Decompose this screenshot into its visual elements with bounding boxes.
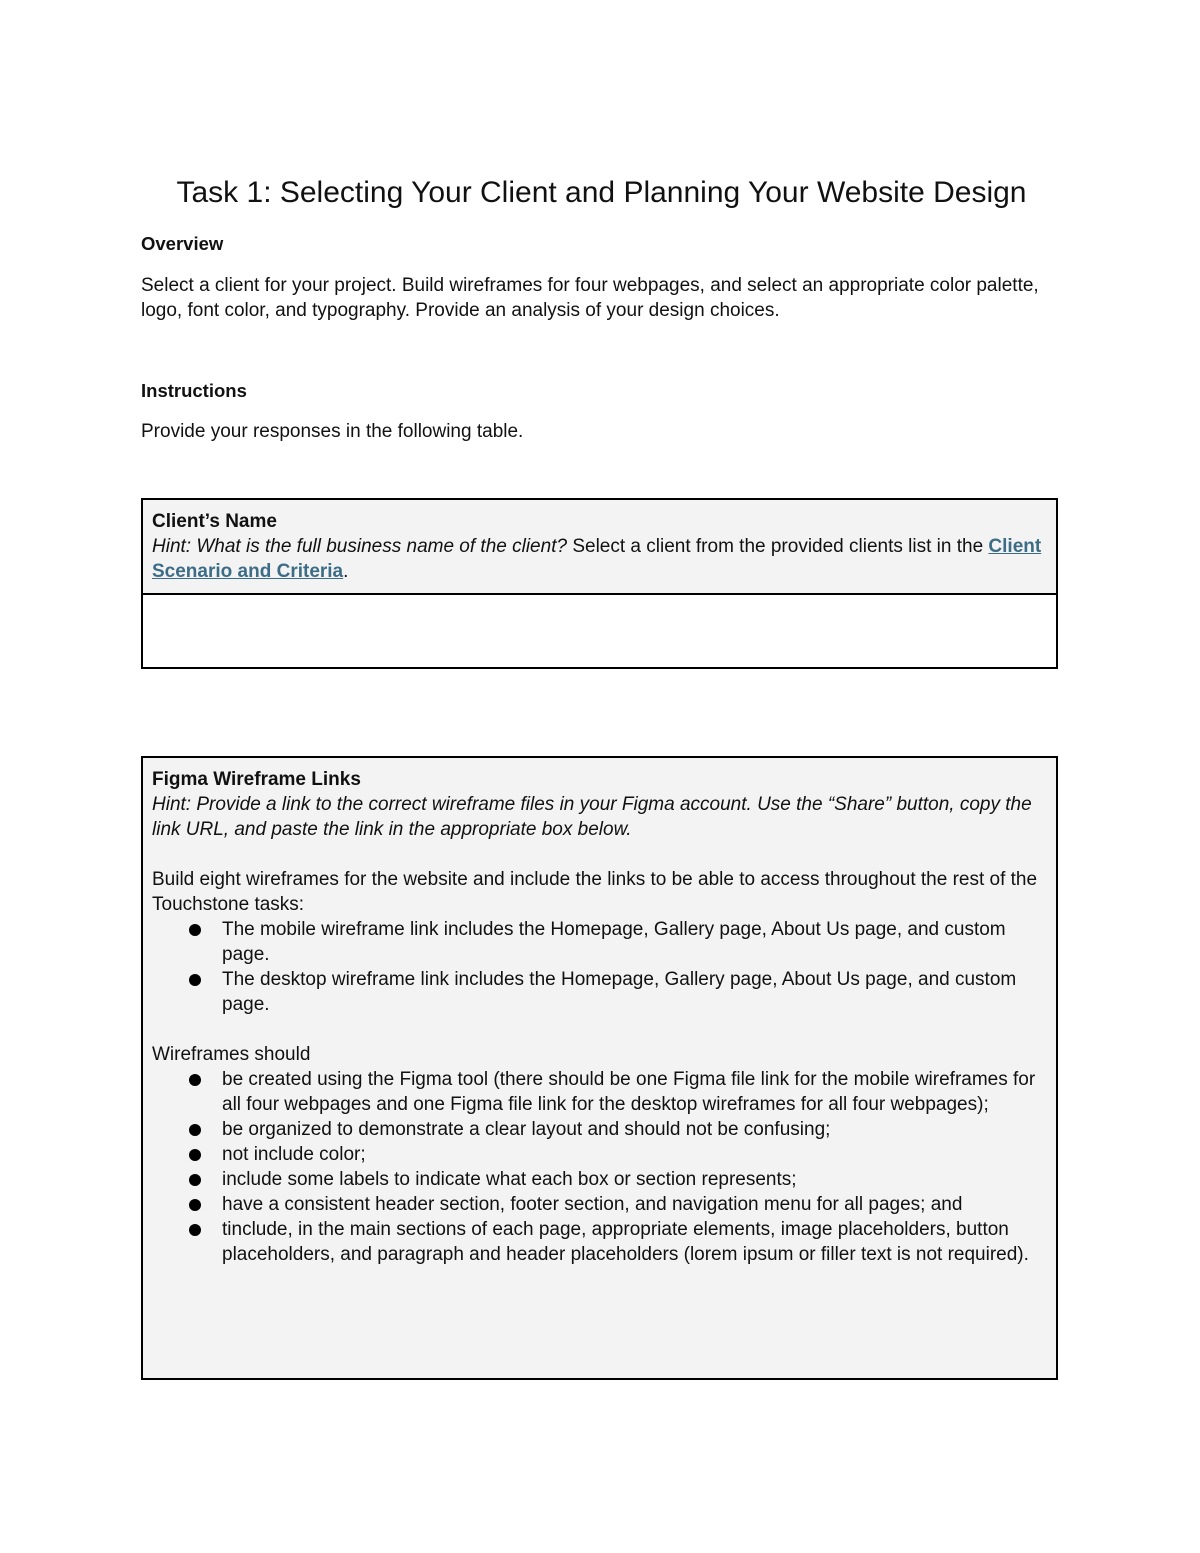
overview-text: Select a client for your project. Build wireframes for four webpages, and select an appropriate color palette, logo, font color, and typography. Provide an analysis of your design choices. <box>141 275 1039 321</box>
list-item: The desktop wireframe link includes the Homepage, Gallery page, About Us page, and custom page. <box>222 967 1047 1017</box>
client-name-hint-paragraph <box>152 534 1047 584</box>
client-name-answer-cell[interactable] <box>143 593 1056 667</box>
client-name-label: Client’s Name <box>152 511 277 532</box>
list-item: include some labels to indicate what each box or section represents; <box>222 1167 1047 1192</box>
figma-should-text: Wireframes should <box>152 1044 311 1065</box>
overview-heading: Overview <box>141 233 224 254</box>
list-item: be created using the Figma tool (there should be one Figma file link for the mobile wireframes for all four webpages and one Figma file link for the desktop wireframes for all four webpages); <box>222 1067 1047 1117</box>
instructions-heading: Instructions <box>141 380 247 401</box>
list-item: have a consistent header section, footer section, and navigation menu for all pages; and <box>222 1192 1047 1217</box>
figma-build-list <box>152 917 1047 1017</box>
figma-build-text: Build eight wireframes for the website and include the links to be able to access throughout the rest of the Touchstone tasks: <box>152 869 1038 915</box>
client-name-table <box>141 498 1058 669</box>
list-item: be organized to demonstrate a clear layout and should not be confusing; <box>222 1117 1047 1142</box>
client-name-hint-end: . <box>343 561 349 582</box>
instructions-text: Provide your responses in the following table. <box>141 421 524 442</box>
figma-links-label: Figma Wireframe Links <box>152 769 361 790</box>
page-title: Task 1: Selecting Your Client and Planning Your Website Design <box>176 176 1027 209</box>
figma-links-table <box>141 756 1058 1380</box>
client-name-header-cell <box>143 500 1056 593</box>
list-item: not include color; <box>222 1142 1047 1167</box>
client-scenario-link[interactable]: Client Scenario and Criteria <box>152 536 1042 582</box>
figma-links-hint: Hint: Provide a link to the correct wireframe files in your Figma account. Use the “Share” button, copy the link URL, and paste the link in the appropriate box below. <box>152 794 1032 840</box>
list-item: The mobile wireframe link includes the Homepage, Gallery page, About Us page, and custom page. <box>222 917 1047 967</box>
figma-should-list <box>152 1067 1047 1267</box>
figma-links-header-cell <box>143 758 1056 1267</box>
client-name-hint-text: Select a client from the provided clients list in the <box>567 536 989 557</box>
list-item: tinclude, in the main sections of each page, appropriate elements, image placeholders, button placeholders, and paragraph and header placeholders (lorem ipsum or filler text is not required). <box>222 1217 1047 1267</box>
client-name-hint: Hint: What is the full business name of the client? <box>152 536 568 557</box>
